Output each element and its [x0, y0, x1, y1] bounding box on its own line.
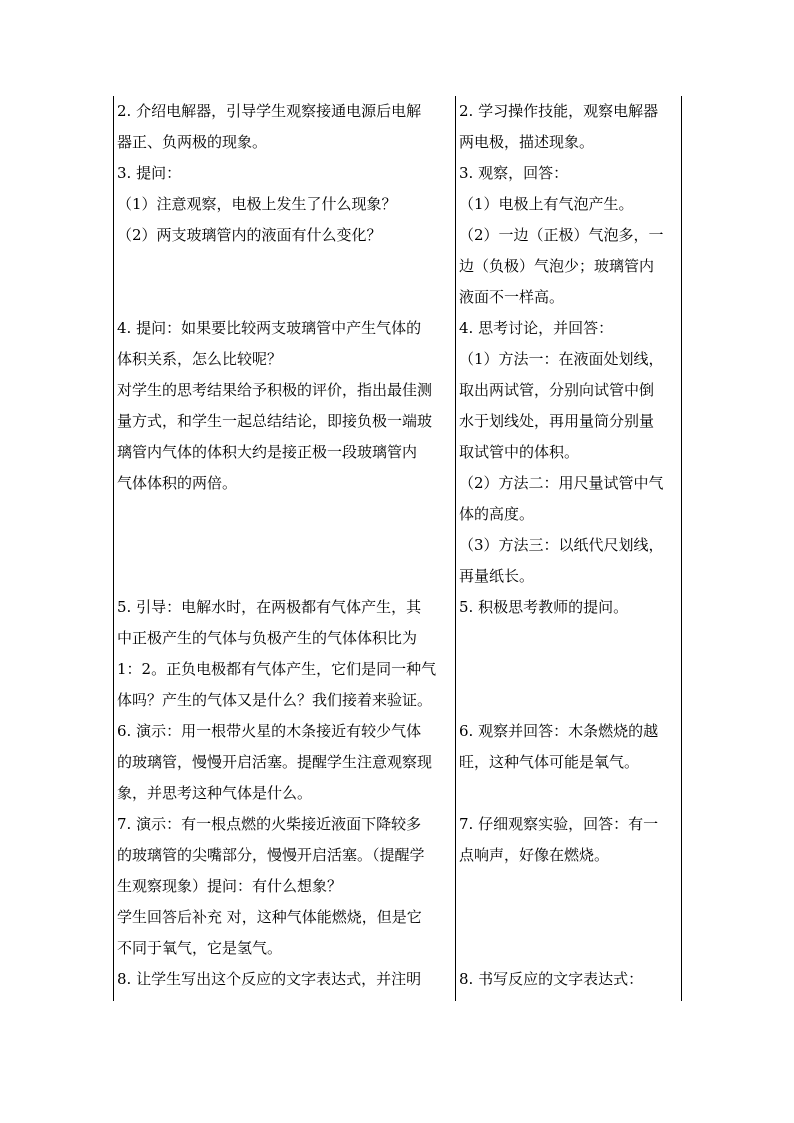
- text-line: 3. 提问：: [117, 164, 182, 182]
- table-column-divider: [455, 96, 456, 1001]
- text-line: 5. 引导：电解水时，在两极都有气体产生，其: [117, 598, 422, 616]
- text-line: （3）方法三：以纸代尺划线，: [459, 536, 664, 554]
- text-line: 生观察现象）提问：有什么想象？: [117, 877, 343, 895]
- text-line: 2. 学习操作技能，观察电解器: [459, 102, 659, 120]
- text-line: （1）方法一：在液面处划线，: [459, 350, 664, 368]
- text-line: 璃管内气体的体积大约是接正极一段玻璃管内: [117, 443, 418, 461]
- text-line: 气体体积的两倍。: [117, 474, 238, 492]
- text-line: 1：2。正负电极都有气体产生，它们是同一种气: [117, 660, 437, 678]
- text-line: 体的高度。: [459, 505, 535, 523]
- text-line: 取出两试管，分别向试管中倒: [459, 381, 655, 399]
- text-line: 学生回答后补充 对，这种气体能燃烧，但是它: [117, 908, 422, 926]
- text-line: 旺，这种气体可能是氧气。: [459, 753, 640, 771]
- text-line: 的玻璃管，慢慢开启活塞。提醒学生注意观察现: [117, 753, 433, 771]
- text-line: 器正、负两极的现象。: [117, 133, 268, 151]
- student-activity-column: [459, 96, 679, 1001]
- text-line: 6. 观察并回答：木条燃烧的越: [459, 722, 659, 740]
- text-line: 点响声，好像在燃烧。: [459, 846, 610, 864]
- text-line: （2）方法二：用尺量试管中气: [459, 474, 664, 492]
- text-line: 2. 介绍电解器，引导学生观察接通电源后电解: [117, 102, 422, 120]
- text-line: 中正极产生的气体与负极产生的气体体积比为: [117, 629, 418, 647]
- table-right-border: [681, 96, 682, 1001]
- text-line: 不同于氧气，它是氢气。: [117, 939, 283, 957]
- text-line: 两电极，描述现象。: [459, 133, 595, 151]
- text-line: 7. 仔细观察实验，回答：有一: [459, 815, 659, 833]
- text-line: 8. 书写反应的文字表达式：: [459, 970, 644, 988]
- text-line: 象，并思考这种气体是什么。: [117, 784, 313, 802]
- text-line: 量方式，和学生一起总结结论，即接负极一端玻: [117, 412, 433, 430]
- text-line: 4. 提问：如果要比较两支玻璃管中产生气体的: [117, 319, 422, 337]
- text-line: （2）两支玻璃管内的液面有什么变化？: [117, 226, 382, 244]
- text-line: 水于划线处，再用量筒分别量: [459, 412, 655, 430]
- text-line: （2）一边（正极）气泡多，一: [459, 226, 664, 244]
- text-line: 体吗？产生的气体又是什么？我们接着来验证。: [117, 691, 433, 709]
- text-line: 7. 演示：有一根点燃的火柴接近液面下降较多: [117, 815, 422, 833]
- text-line: 的玻璃管的尖嘴部分，慢慢开启活塞。（提醒学: [117, 846, 425, 864]
- text-line: （1）电极上有气泡产生。: [459, 195, 634, 213]
- text-line: 8. 让学生写出这个反应的文字表达式，并注明: [117, 970, 422, 988]
- text-line: 6. 演示：用一根带火星的木条接近有较少气体: [117, 722, 422, 740]
- text-line: 边（负极）气泡少；玻璃管内: [459, 257, 655, 275]
- text-line: 对学生的思考结果给予积极的评价，指出最佳测: [117, 381, 433, 399]
- text-line: （1）注意观察，电极上发生了什么现象？: [117, 195, 397, 213]
- text-line: 3. 观察，回答：: [459, 164, 569, 182]
- text-line: 取试管中的体积。: [459, 443, 580, 461]
- text-line: 4. 思考讨论，并回答：: [459, 319, 614, 337]
- table-left-border: [113, 96, 114, 1001]
- text-line: 再量纸长。: [459, 567, 535, 585]
- text-line: 液面不一样高。: [459, 288, 565, 306]
- teacher-activity-column: [117, 96, 453, 1001]
- text-line: 5. 积极思考教师的提问。: [459, 598, 629, 616]
- text-line: 体积关系，怎么比较呢？: [117, 350, 283, 368]
